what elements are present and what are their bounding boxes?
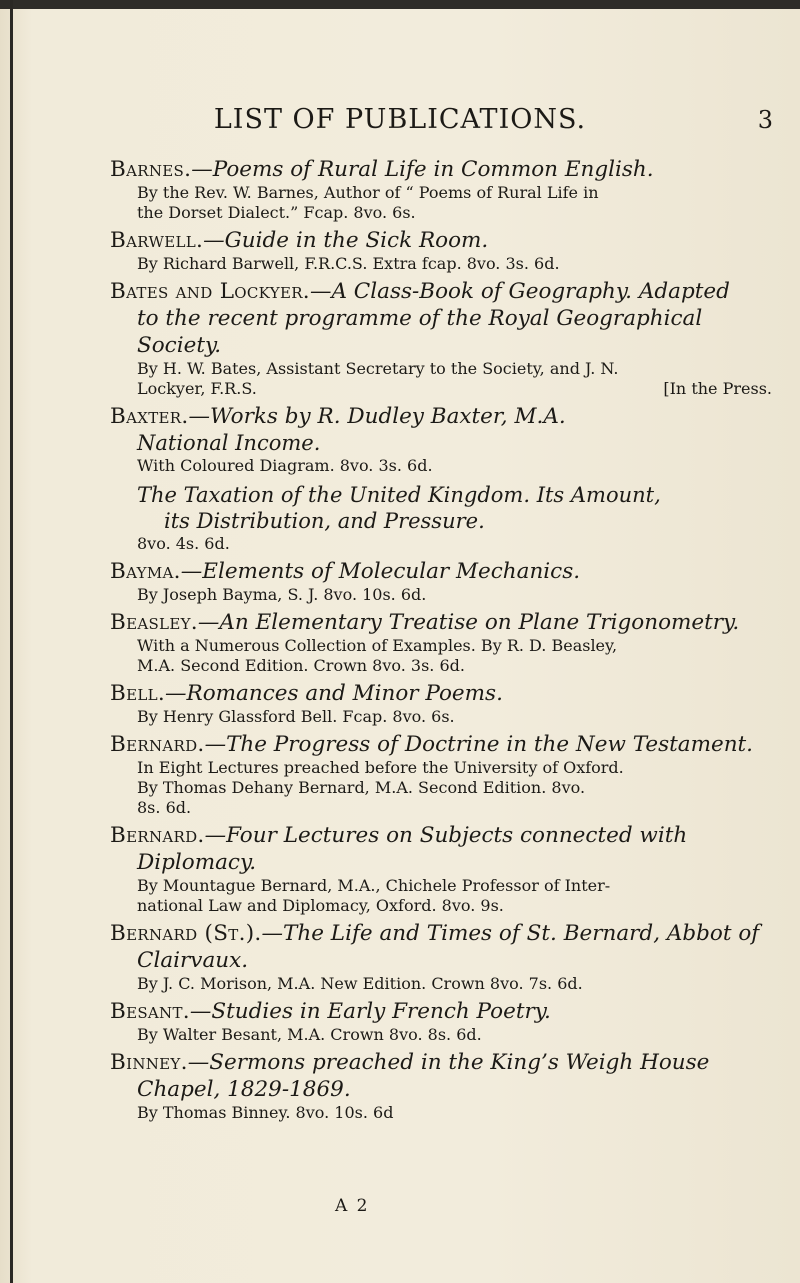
entry-detail: By H. W. Bates, Assistant Secretary to the Society, and J. N. (137, 359, 619, 378)
entry-detail: By Mountague Bernard, M.A., Chichele Professor of Inter- (137, 876, 611, 895)
entry-author: Beasley. (110, 610, 198, 635)
sub-work-title: its Distribution, and Pressure. (164, 509, 485, 533)
entry-heading (110, 278, 778, 305)
entry-title: —Romances and Minor Poems. (165, 681, 503, 706)
entry-detail: national Law and Diplomacy, Oxford. 8vo. 9s. (137, 896, 504, 915)
entry-detail: the Dorset Dialect.” Fcap. 8vo. 6s. (137, 203, 416, 222)
entry-author: Barnes. (110, 157, 192, 182)
entry-detail: By Thomas Dehany Bernard, M.A. Second Edition. 8vo. (137, 778, 586, 797)
publication-entry (110, 822, 778, 916)
entry-detail: With Coloured Diagram. 8vo. 3s. 6d. (137, 456, 433, 475)
publication-entry (110, 1049, 778, 1123)
entry-author: Baxter. (110, 404, 189, 429)
running-head (0, 104, 800, 138)
entry-detail: In Eight Lectures preached before the University of Oxford. (137, 758, 624, 777)
entry-author: Bell. (110, 681, 166, 706)
page-number: 3 (757, 106, 773, 134)
entry-heading (110, 731, 778, 758)
entry-author: Bernard (St.). (110, 921, 262, 946)
entry-detail: By Thomas Binney. 8vo. 10s. 6d (137, 1103, 394, 1122)
publication-list (110, 156, 778, 1127)
publication-entry (110, 609, 778, 676)
publication-entry (110, 156, 778, 223)
entry-title-continued: to the recent programme of the Royal Geographical (137, 306, 703, 331)
entry-author: Bates and Lockyer. (110, 279, 310, 304)
entry-title: —Four Lectures on Subjects connected with (204, 823, 688, 848)
entry-title: —Poems of Rural Life in Common English. (191, 157, 654, 182)
entry-heading (110, 920, 778, 947)
entry-heading (110, 680, 778, 707)
entry-author: Bernard. (110, 732, 205, 757)
entry-detail: By J. C. Morison, M.A. New Edition. Crown 8vo. 7s. 6d. (137, 974, 583, 993)
entry-heading (110, 998, 778, 1025)
entry-detail: By Joseph Bayma, S. J. 8vo. 10s. 6d. (137, 585, 427, 604)
entry-detail: By the Rev. W. Barnes, Author of “ Poems of Rural Life in (137, 183, 599, 202)
entry-detail: 8s. 6d. (137, 798, 192, 817)
entry-heading (110, 156, 778, 183)
entry-author: Barwell. (110, 228, 204, 253)
publication-entry (110, 998, 778, 1045)
entry-detail: With a Numerous Collection of Examples. By R. D. Beasley, (137, 636, 618, 655)
entry-title: —The Life and Times of St. Bernard, Abbot of (261, 921, 760, 946)
entry-title-continued: Clairvaux. (137, 948, 249, 973)
sub-work-title: National Income. (137, 431, 321, 455)
sub-work-title: The Taxation of the United Kingdom. Its Amount, (137, 483, 661, 507)
entry-title: —Elements of Molecular Mechanics. (180, 559, 581, 584)
running-title: LIST OF PUBLICATIONS. (213, 104, 587, 135)
entry-title: —A Class-Book of Geography. Adapted (309, 279, 730, 304)
entry-heading (110, 403, 778, 430)
entry-heading (110, 558, 778, 585)
entry-detail: 8vo. 4s. 6d. (137, 534, 230, 553)
entry-title-continued: Chapel, 1829-1869. (137, 1077, 351, 1102)
entry-title-continued: Society. (137, 333, 222, 358)
entry-detail: By Henry Glassford Bell. Fcap. 8vo. 6s. (137, 707, 455, 726)
entry-title: —Sermons preached in the King’s Weigh House (187, 1050, 710, 1075)
entry-detail: By Walter Besant, M.A. Crown 8vo. 8s. 6d. (137, 1025, 482, 1044)
entry-title: —Guide in the Sick Room. (203, 228, 489, 253)
entry-author: Bayma. (110, 559, 181, 584)
publication-entry (110, 227, 778, 274)
publication-entry (110, 680, 778, 727)
entry-title: —Works by R. Dudley Baxter, M.A. (188, 404, 566, 429)
entry-heading (110, 227, 778, 254)
entry-heading (110, 609, 778, 636)
entry-author: Besant. (110, 999, 190, 1024)
publication-entry (110, 278, 778, 399)
publication-entry (110, 920, 778, 994)
entry-title: —The Progress of Doctrine in the New Testament. (204, 732, 754, 757)
publication-entry (110, 403, 778, 554)
entry-title-continued: Diplomacy. (137, 850, 257, 875)
entry-detail: By Richard Barwell, F.R.C.S. Extra fcap. 8vo. 3s. 6d. (137, 254, 560, 273)
entry-author: Binney. (110, 1050, 188, 1075)
printer-signature-mark: A 2 (335, 1196, 370, 1216)
publication-entry (110, 731, 778, 818)
entry-detail: M.A. Second Edition. Crown 8vo. 3s. 6d. (137, 656, 465, 675)
entry-heading (110, 822, 778, 849)
entry-detail: Lockyer, F.R.S. (137, 379, 257, 398)
entry-detail-row (110, 379, 778, 399)
entry-title: —Studies in Early French Poetry. (189, 999, 551, 1024)
page-top-edge (0, 0, 800, 9)
publication-entry (110, 558, 778, 605)
entry-title: —An Elementary Treatise on Plane Trigonometry. (197, 610, 740, 635)
entry-author: Bernard. (110, 823, 205, 848)
in-press-note: [In the Press. (663, 379, 772, 398)
page-binding-edge (10, 0, 13, 1283)
entry-heading (110, 1049, 778, 1076)
